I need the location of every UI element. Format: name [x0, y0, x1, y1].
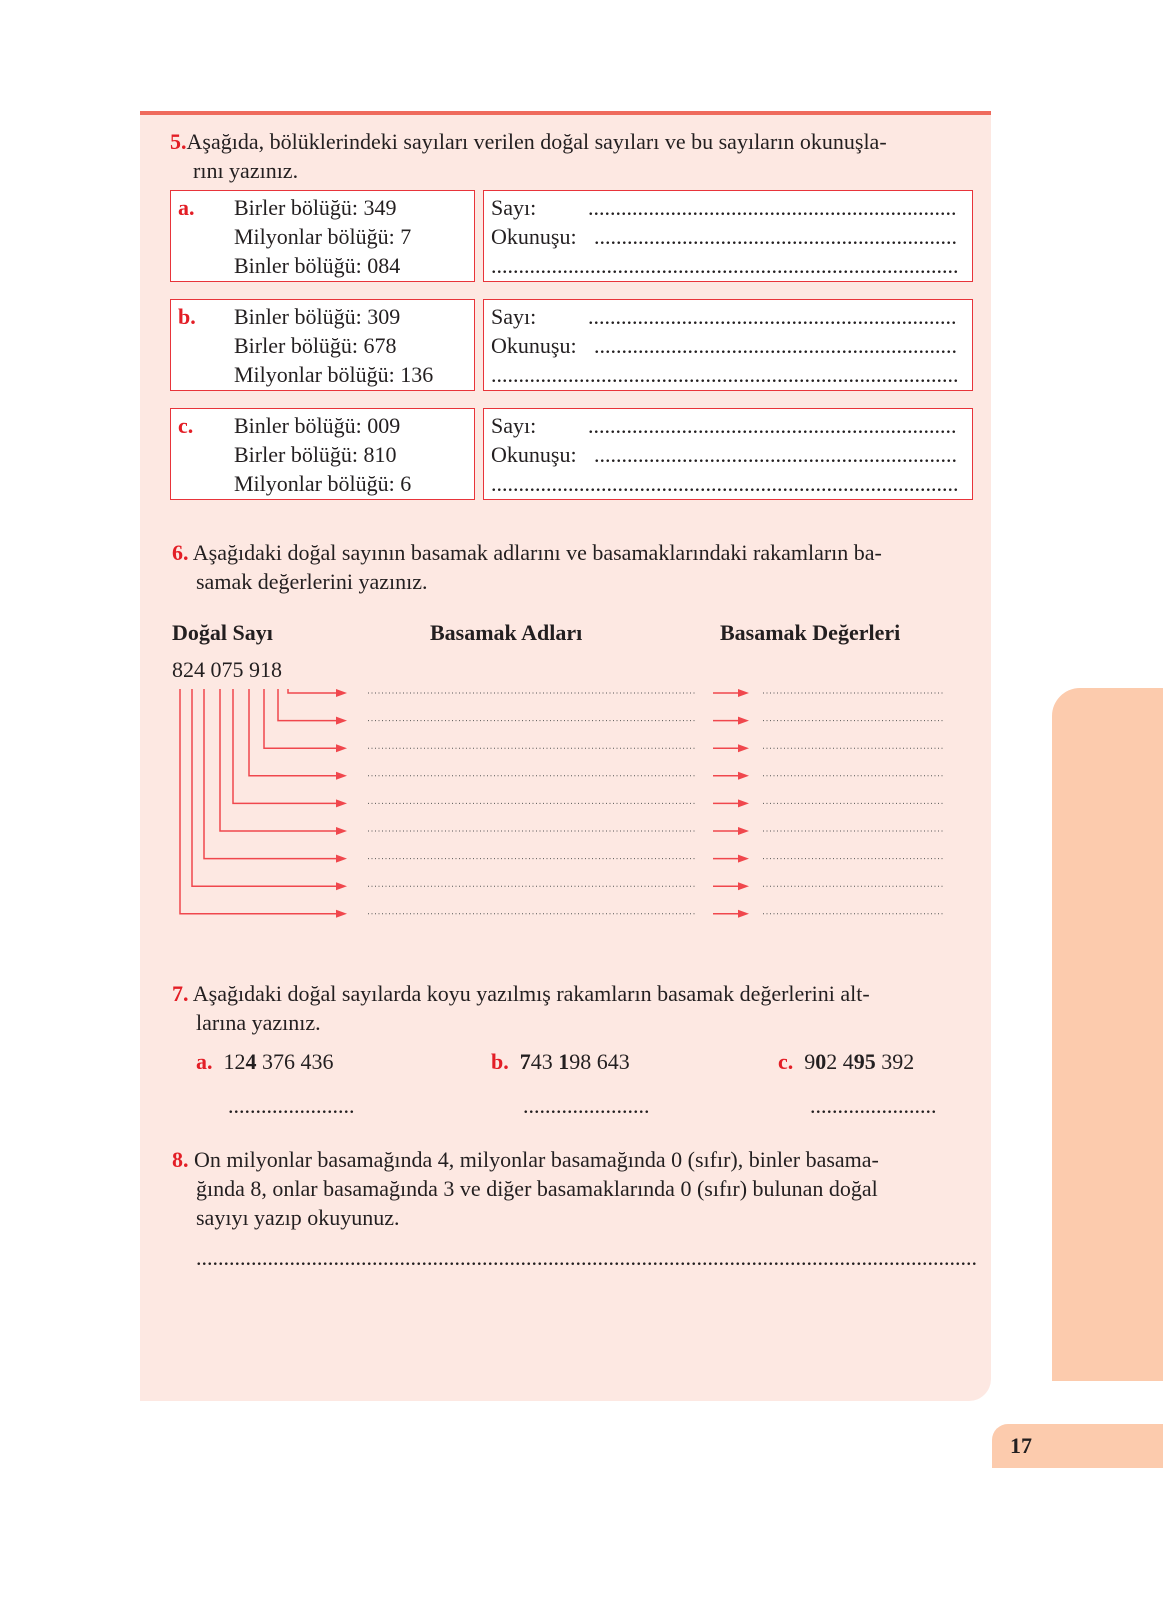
q7-item-0: a. 124 376 436	[196, 1049, 334, 1074]
bolum-line: Birler bölüğü: 678	[234, 333, 397, 358]
q7-item-1: b. 743 198 643	[491, 1049, 630, 1074]
arrow-head-icon	[336, 689, 347, 697]
item-label: c.	[178, 413, 194, 438]
arrow-head-icon	[738, 882, 749, 890]
q8-prompt: 8. On milyonlar basamağında 4, milyonlar basamağında 0 (sıfır), binler basama-	[172, 1147, 879, 1172]
arrow-head-icon	[336, 910, 347, 918]
bolum-line: Birler bölüğü: 810	[234, 442, 397, 467]
bolum-line: Binler bölüğü: 084	[234, 253, 401, 278]
digit-connector-line	[192, 689, 338, 886]
bolum-line: Milyonlar bölüğü: 6	[234, 471, 412, 496]
q6-prompt: 6. Aşağıdaki doğal sayının basamak adlarını ve basamaklarındaki rakamların ba-	[172, 540, 882, 565]
okunus-label: Okunuşu:	[491, 224, 577, 249]
sayi-label: Sayı:	[491, 195, 537, 220]
arrow-head-icon	[336, 855, 347, 863]
arrow-head-icon	[738, 717, 749, 725]
digit-connector-line	[220, 689, 338, 831]
natural-number: 824 075 918	[172, 657, 282, 682]
arrow-head-icon	[336, 717, 347, 725]
arrow-head-icon	[738, 689, 749, 697]
item-label: b.	[178, 304, 196, 329]
arrow-head-icon	[336, 799, 347, 807]
arrow-head-icon	[738, 827, 749, 835]
digit-connector-line	[288, 689, 338, 693]
q7-prompt-cont: larına yazınız.	[196, 1010, 321, 1035]
q7-answer-line-1[interactable]	[523, 1091, 649, 1120]
sayi-label: Sayı:	[491, 413, 537, 438]
arrow-head-icon	[738, 772, 749, 780]
q8-prompt-line3: sayıyı yazıp okuyunuz.	[196, 1205, 400, 1230]
arrow-head-icon	[738, 910, 749, 918]
bolum-line: Birler bölüğü: 349	[234, 195, 397, 220]
col-header-names: Basamak Adları	[430, 620, 583, 645]
digit-connector-line	[204, 689, 338, 859]
q5-prompt-cont: rını yazınız.	[193, 158, 299, 183]
arrow-head-icon	[336, 882, 347, 890]
okunus-label: Okunuşu:	[491, 333, 577, 358]
bolum-line: Milyonlar bölüğü: 136	[234, 362, 434, 387]
col-header-number: Doğal Sayı	[172, 620, 273, 645]
arrow-head-icon	[336, 772, 347, 780]
arrow-head-icon	[738, 744, 749, 752]
digit-connector-line	[264, 689, 338, 748]
q8-answer-line[interactable]	[196, 1243, 978, 1272]
q8-prompt-line2: ğında 8, onlar basamağında 3 ve diğer basamaklarında 0 (sıfır) bulunan doğal	[196, 1176, 878, 1201]
q7-prompt: 7. Aşağıdaki doğal sayılarda koyu yazılmış rakamların basamak değerlerini alt-	[172, 981, 870, 1006]
q5-prompt: 5.Aşağıda, bölüklerindeki sayıları verilen doğal sayıları ve bu sayıların okunuşla-	[170, 129, 887, 154]
bolum-line: Milyonlar bölüğü: 7	[234, 224, 412, 249]
page-number: 17	[992, 1424, 1163, 1468]
sayi-label: Sayı:	[491, 304, 537, 329]
okunus-label: Okunuşu:	[491, 442, 577, 467]
col-header-values: Basamak Değerleri	[720, 620, 901, 645]
bolum-line: Binler bölüğü: 009	[234, 413, 401, 438]
arrow-head-icon	[738, 799, 749, 807]
q7-item-2: c. 902 495 392	[778, 1049, 915, 1074]
arrow-head-icon	[738, 855, 749, 863]
q6-prompt-cont: samak değerlerini yazınız.	[196, 569, 428, 594]
q7-answer-line-2[interactable]	[810, 1091, 936, 1120]
digit-connector-line	[249, 689, 338, 776]
item-label: a.	[178, 195, 195, 220]
bolum-line: Binler bölüğü: 309	[234, 304, 401, 329]
arrow-head-icon	[336, 744, 347, 752]
arrow-head-icon	[336, 827, 347, 835]
q7-answer-line-0[interactable]	[228, 1091, 354, 1120]
